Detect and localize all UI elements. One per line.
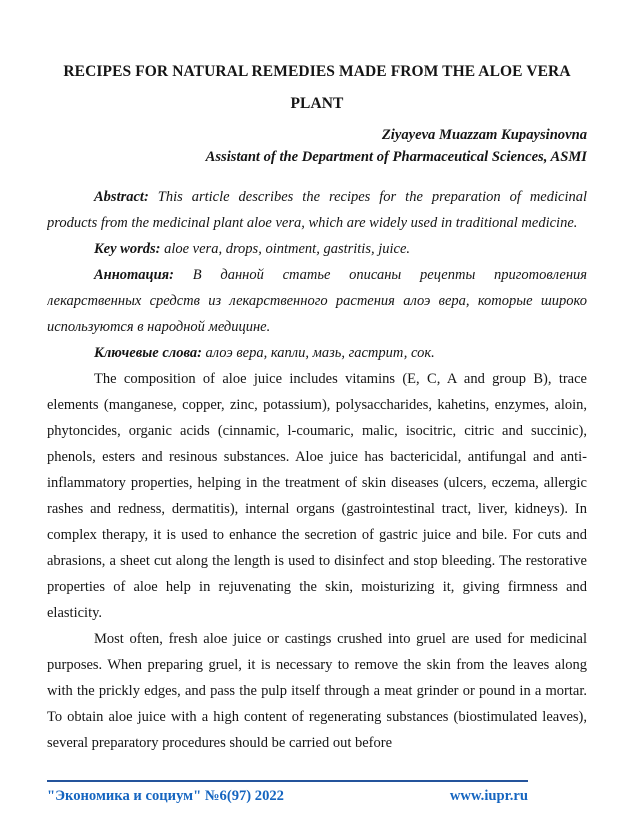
paper-title-line-1: RECIPES FOR NATURAL REMEDIES MADE FROM THE ALOE VERA [63, 63, 571, 80]
abstract-label: Abstract: [94, 189, 149, 205]
keywords-text: aloe vera, drops, ointment, gastritis, juice. [164, 241, 411, 257]
article-text [47, 184, 587, 756]
abstract-paragraph [47, 184, 587, 236]
page-footer [47, 780, 528, 806]
abstract-text: This article describes the recipes for the preparation of medicinal products from the medicinal plant aloe vera, which are widely used in traditional medicine. [47, 189, 587, 231]
annotation-label: Аннотация: [94, 267, 174, 283]
keywords-label: Key words: [94, 241, 161, 257]
author-affiliation: Assistant of the Department of Pharmaceutical Sciences, ASMI [205, 149, 587, 165]
footer-row [47, 786, 528, 806]
keywords-ru-text: алоэ вера, капли, мазь, гастрит, сок. [205, 345, 435, 361]
footer-rule [47, 780, 528, 782]
journal-name: "Экономика и социум" №6(97) 2022 [47, 788, 284, 804]
keywords-ru-label: Ключевые слова: [94, 345, 202, 361]
annotation-paragraph [47, 262, 587, 340]
body-paragraph: Most often, fresh aloe juice or castings crushed into gruel are used for medicinal purposes. When preparing gruel, it is necessary to remove the skin from the leaves along with the prickly edges, and pass the pulp itself through a meat grinder or pound in a mortar. To obtain aloe juice with a high content of regenerating substances (biostimulated leaves), several preparatory procedures should be carried out before [47, 631, 587, 751]
paper-title-line-2: PLANT [290, 95, 344, 112]
keywords-paragraph [47, 236, 587, 262]
author-name: Ziyayeva Muazzam Kupaysinovna [381, 127, 587, 143]
paper-title [47, 0, 587, 120]
body-paragraphs [47, 366, 587, 756]
page-content [47, 0, 587, 780]
byline-block [47, 124, 587, 168]
body-paragraph: The composition of aloe juice includes vitamins (E, C, A and group B), trace elements (manganese, copper, zinc, potassium), polysaccharides, kahetins, enzymes, aloin, phytoncides, organic acids (cinnamic, l-coumaric, malic, isocitric, citric and succinic), phenols, esters and resinous substances. Aloe juice has bactericidal, antifungal and anti-inflammatory properties, helping in the treatment of skin diseases (ulcers, eczema, allergic rashes and redness, dermatitis), internal organs (gastrointestinal tract, liver, kidneys). In complex therapy, it is used to enhance the secretion of gastric juice and bile. For cuts and abrasions, a sheet cut along the length is used to disinfect and stop bleeding. The restorative properties of aloe help in rejuvenating the skin, moisturizing it, giving firmness and elasticity. [47, 371, 587, 621]
keywords-ru-paragraph [47, 340, 587, 366]
website-link[interactable]: www.iupr.ru [449, 788, 528, 804]
annotation-text: В данной статье описаны рецепты приготовления лекарственных средств из лекарственного растения алоэ вера, которые широко используются в народной медицине. [47, 267, 587, 335]
